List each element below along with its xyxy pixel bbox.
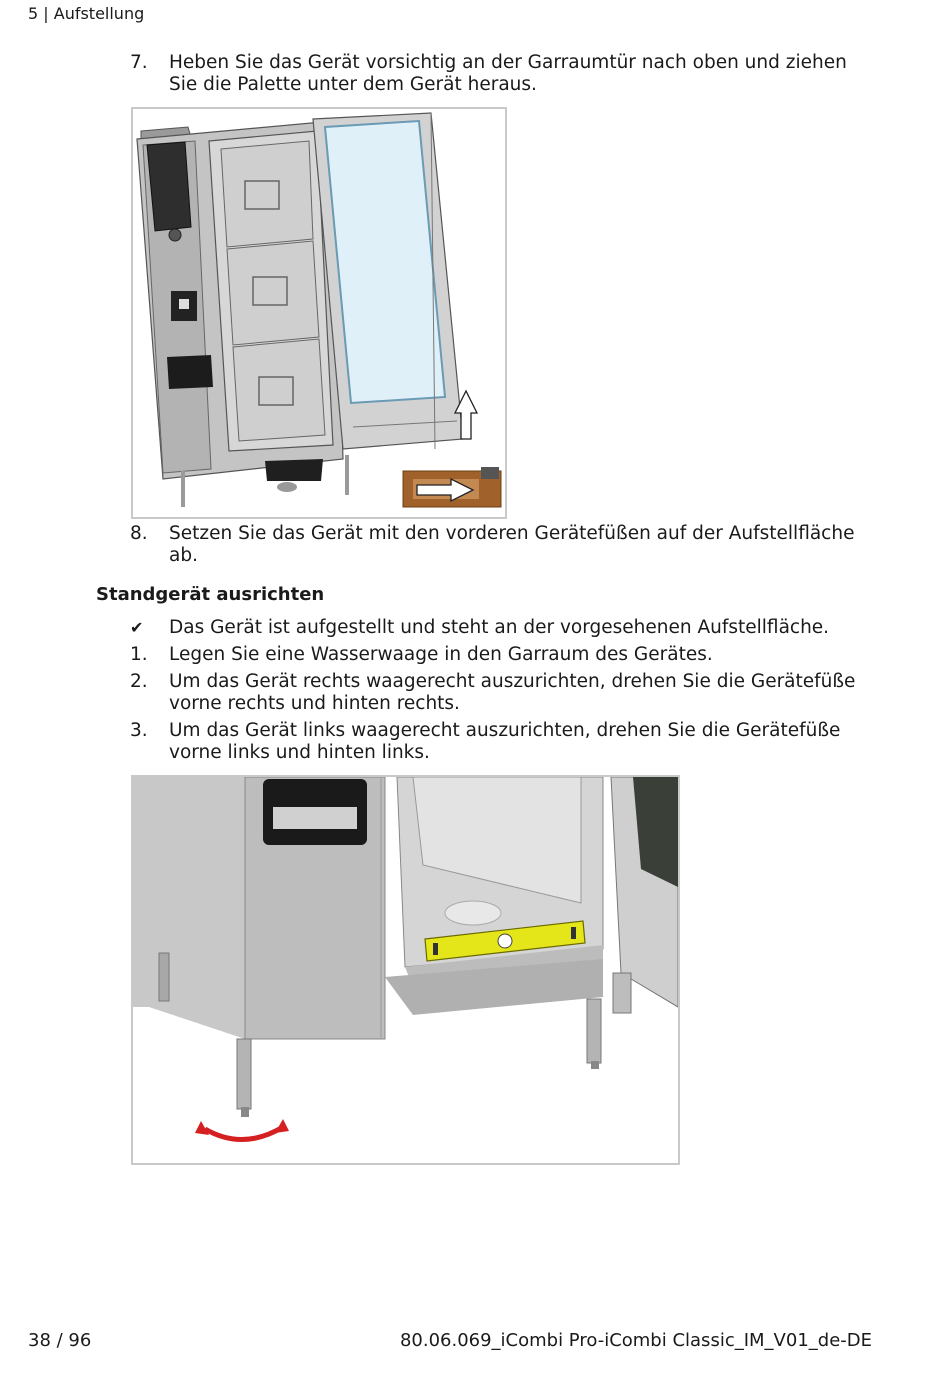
step-text: Um das Gerät rechts waagerecht auszurichten, drehen Sie die Gerätefüße vorne rechts und hinten rechts. xyxy=(169,671,856,714)
step-7 xyxy=(130,52,860,96)
section-title: Standgerät ausrichten xyxy=(96,584,325,605)
step-2 xyxy=(130,671,860,715)
figure-remove-pallet xyxy=(131,107,507,519)
combi-oven-open-door-illustration xyxy=(133,109,505,517)
step-number: 7. xyxy=(130,52,148,73)
document-id: 80.06.069_iCombi Pro-iCombi Classic_IM_V01_de-DE xyxy=(399,1330,872,1351)
page-number: 38 / 96 xyxy=(28,1330,92,1351)
step-3 xyxy=(130,720,860,764)
step-1 xyxy=(130,644,860,666)
step-8 xyxy=(130,523,860,567)
step-text: Heben Sie das Gerät vorsichtig an der Garraumtür nach oben und ziehen Sie die Palette unter dem Gerät heraus. xyxy=(169,52,847,95)
checkmark-icon: ✔ xyxy=(130,618,144,637)
step-number: 8. xyxy=(130,523,148,544)
step-text: Legen Sie eine Wasserwaage in den Garraum des Gerätes. xyxy=(169,644,713,665)
precondition-text: Das Gerät ist aufgestellt und steht an der vorgesehenen Aufstellfläche. xyxy=(169,617,830,638)
step-text: Um das Gerät links waagerecht auszurichten, drehen Sie die Gerätefüße vorne links und hinten links. xyxy=(169,720,841,763)
step-text: Setzen Sie das Gerät mit den vorderen Gerätefüßen auf der Aufstellfläche ab. xyxy=(169,523,855,566)
figure-leveling xyxy=(131,775,680,1165)
step-number: 2. xyxy=(130,671,148,692)
appliance-leveling-illustration xyxy=(133,777,678,1163)
step-number: 3. xyxy=(130,720,148,741)
step-number: 1. xyxy=(130,644,148,665)
page-header: 5 | Aufstellung xyxy=(28,4,145,23)
precondition xyxy=(130,617,860,639)
